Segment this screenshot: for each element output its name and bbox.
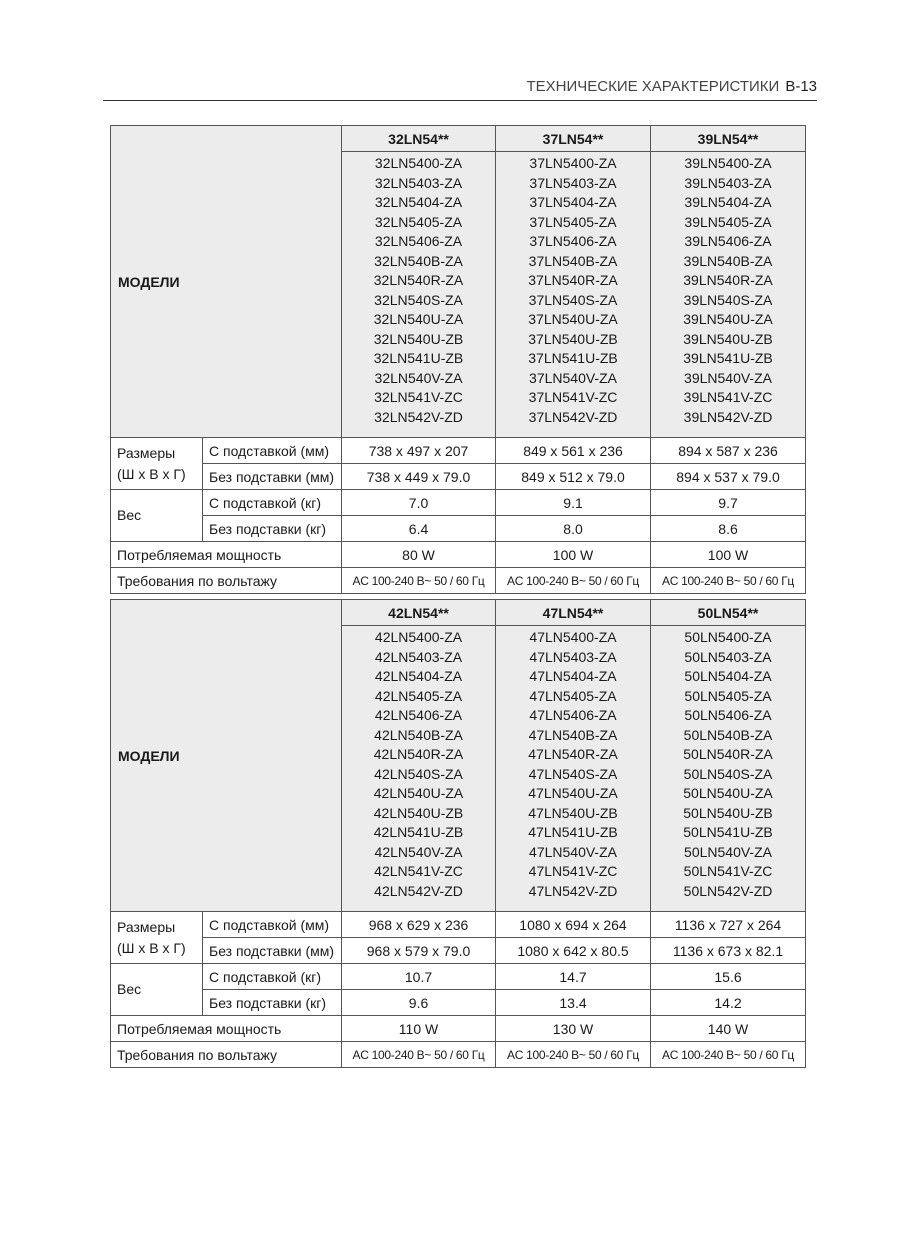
dims-with-stand: 1080 x 694 x 264 xyxy=(496,912,651,938)
model-item: 32LN541V-ZC xyxy=(374,389,463,405)
model-item: 37LN540U-ZA xyxy=(528,311,618,327)
model-item: 32LN542V-ZD xyxy=(374,408,463,425)
model-item: 47LN5405-ZA xyxy=(529,687,617,704)
without-stand-mm-label: Без подставки (мм) xyxy=(203,938,342,964)
series-header: 50LN54** xyxy=(651,600,806,626)
models-label: МОДЕЛИ xyxy=(111,600,342,912)
model-item: 42LN541U-ZB xyxy=(373,824,464,840)
model-item: 39LN541V-ZC xyxy=(683,389,773,405)
model-item: 47LN5406-ZA xyxy=(529,707,617,723)
model-item: 32LN5404-ZA xyxy=(374,194,463,210)
power-label: Потребляемая мощность xyxy=(111,542,342,568)
weight-without-stand: 8.0 xyxy=(496,516,651,542)
dims-without-stand: 849 x 512 x 79.0 xyxy=(496,464,651,490)
model-item: 42LN5403-ZA xyxy=(374,648,463,665)
models-label: МОДЕЛИ xyxy=(111,126,342,438)
dimensions-label-line2: (Ш x В x Г) xyxy=(117,465,186,482)
model-item: 47LN541U-ZB xyxy=(528,824,618,840)
dimensions-label-line2: (Ш x В x Г) xyxy=(117,939,186,956)
spec-table-2 xyxy=(110,599,806,1068)
voltage-value: AC 100-240 B~ 50 / 60 Гц xyxy=(651,568,806,594)
voltage-label: Требования по вольтажу xyxy=(111,1042,342,1068)
model-item: 50LN540B-ZA xyxy=(683,726,773,743)
model-item: 37LN5403-ZA xyxy=(529,174,617,191)
series-header: 42LN54** xyxy=(342,600,496,626)
dimensions-label-line1: Размеры xyxy=(117,444,176,461)
voltage-value: AC 100-240 B~ 50 / 60 Гц xyxy=(651,1042,806,1068)
model-item: 37LN540V-ZA xyxy=(529,369,617,386)
voltage-value: AC 100-240 B~ 50 / 60 Гц xyxy=(342,1042,496,1068)
power-label: Потребляемая мощность xyxy=(111,1016,342,1042)
model-item: 50LN540U-ZB xyxy=(683,804,773,821)
model-item: 37LN540S-ZA xyxy=(528,291,618,308)
model-item: 32LN541U-ZB xyxy=(373,350,464,366)
without-stand-kg-label: Без подставки (кг) xyxy=(203,990,342,1016)
model-item: 39LN541U-ZB xyxy=(683,350,773,366)
model-item: 37LN5400-ZA xyxy=(529,155,617,171)
model-item: 39LN5405-ZA xyxy=(684,213,772,230)
weight-without-stand: 9.6 xyxy=(342,990,496,1016)
with-stand-mm-label: С подставкой (мм) xyxy=(203,438,342,464)
power-value: 80 W xyxy=(342,542,496,568)
model-item: 50LN5406-ZA xyxy=(684,707,772,723)
page-header xyxy=(103,78,817,101)
model-list xyxy=(496,152,651,438)
model-item: 39LN5406-ZA xyxy=(684,233,772,249)
model-item: 42LN540S-ZA xyxy=(374,765,463,782)
model-item: 42LN5405-ZA xyxy=(374,687,463,704)
dims-with-stand: 894 x 587 x 236 xyxy=(651,438,806,464)
model-item: 47LN5404-ZA xyxy=(529,668,617,684)
with-stand-kg-label: С подставкой (кг) xyxy=(203,964,342,990)
dimensions-label xyxy=(111,438,203,490)
model-item: 42LN540R-ZA xyxy=(373,746,464,762)
model-item: 50LN541U-ZB xyxy=(683,824,773,840)
model-item: 39LN5400-ZA xyxy=(684,155,772,171)
model-item: 47LN540V-ZA xyxy=(529,843,617,860)
model-list xyxy=(651,152,806,438)
model-item: 50LN5403-ZA xyxy=(684,648,772,665)
model-item: 32LN540U-ZA xyxy=(373,311,464,327)
model-item: 39LN540U-ZB xyxy=(683,330,773,347)
model-list xyxy=(342,626,496,912)
model-item: 50LN540S-ZA xyxy=(683,765,773,782)
model-item: 32LN540B-ZA xyxy=(374,252,463,269)
model-item: 37LN540U-ZB xyxy=(528,330,618,347)
model-item: 39LN540R-ZA xyxy=(683,272,773,288)
model-item: 39LN5404-ZA xyxy=(684,194,772,210)
model-item: 37LN541V-ZC xyxy=(528,389,618,405)
model-item: 50LN540U-ZA xyxy=(683,785,773,801)
model-item: 39LN540V-ZA xyxy=(684,369,772,386)
voltage-label: Требования по вольтажу xyxy=(111,568,342,594)
model-item: 39LN5403-ZA xyxy=(684,174,772,191)
model-item: 42LN540U-ZA xyxy=(373,785,464,801)
power-value: 100 W xyxy=(651,542,806,568)
model-item: 32LN5405-ZA xyxy=(374,213,463,230)
dims-with-stand: 968 x 629 x 236 xyxy=(342,912,496,938)
dims-without-stand: 968 x 579 x 79.0 xyxy=(342,938,496,964)
weight-with-stand: 10.7 xyxy=(342,964,496,990)
model-item: 39LN542V-ZD xyxy=(683,408,773,425)
weight-without-stand: 14.2 xyxy=(651,990,806,1016)
dimensions-label-line1: Размеры xyxy=(117,918,176,935)
dims-without-stand: 1136 x 673 x 82.1 xyxy=(651,938,806,964)
dims-with-stand: 738 x 497 x 207 xyxy=(342,438,496,464)
model-item: 32LN540U-ZB xyxy=(373,330,464,347)
model-item: 32LN540R-ZA xyxy=(373,272,464,288)
model-item: 39LN540B-ZA xyxy=(683,252,773,269)
model-item: 37LN540B-ZA xyxy=(528,252,618,269)
with-stand-mm-label: С подставкой (мм) xyxy=(203,912,342,938)
weight-label: Вес xyxy=(111,964,203,1016)
series-header: 37LN54** xyxy=(496,126,651,152)
dimensions-label xyxy=(111,912,203,964)
dims-without-stand: 894 x 537 x 79.0 xyxy=(651,464,806,490)
voltage-value: AC 100-240 B~ 50 / 60 Гц xyxy=(496,1042,651,1068)
model-item: 50LN540V-ZA xyxy=(684,843,772,860)
model-list xyxy=(651,626,806,912)
series-header: 39LN54** xyxy=(651,126,806,152)
model-item: 47LN5403-ZA xyxy=(529,648,617,665)
model-list xyxy=(496,626,651,912)
model-item: 32LN5406-ZA xyxy=(374,233,463,249)
spec-table-1 xyxy=(110,125,806,594)
dims-with-stand: 1136 x 727 x 264 xyxy=(651,912,806,938)
model-item: 47LN540U-ZA xyxy=(528,785,618,801)
voltage-value: AC 100-240 B~ 50 / 60 Гц xyxy=(496,568,651,594)
model-item: 37LN540R-ZA xyxy=(528,272,618,288)
model-item: 42LN5404-ZA xyxy=(374,668,463,684)
model-item: 32LN5403-ZA xyxy=(374,174,463,191)
power-value: 100 W xyxy=(496,542,651,568)
weight-with-stand: 7.0 xyxy=(342,490,496,516)
model-item: 42LN540V-ZA xyxy=(374,843,463,860)
weight-with-stand: 9.1 xyxy=(496,490,651,516)
series-header: 47LN54** xyxy=(496,600,651,626)
model-item: 42LN542V-ZD xyxy=(374,882,463,899)
model-item: 47LN5400-ZA xyxy=(529,629,617,645)
power-value: 130 W xyxy=(496,1016,651,1042)
dims-without-stand: 738 x 449 x 79.0 xyxy=(342,464,496,490)
model-item: 32LN540S-ZA xyxy=(374,291,463,308)
without-stand-kg-label: Без подставки (кг) xyxy=(203,516,342,542)
model-item: 37LN541U-ZB xyxy=(528,350,618,366)
page-number: B-13 xyxy=(785,78,817,95)
model-item: 47LN540B-ZA xyxy=(528,726,618,743)
model-list xyxy=(342,152,496,438)
model-item: 37LN5406-ZA xyxy=(529,233,617,249)
model-item: 37LN542V-ZD xyxy=(528,408,618,425)
model-item: 50LN542V-ZD xyxy=(683,882,773,899)
weight-with-stand: 9.7 xyxy=(651,490,806,516)
weight-with-stand: 15.6 xyxy=(651,964,806,990)
weight-with-stand: 14.7 xyxy=(496,964,651,990)
model-item: 37LN5405-ZA xyxy=(529,213,617,230)
model-item: 42LN541V-ZC xyxy=(374,863,463,879)
weight-without-stand: 13.4 xyxy=(496,990,651,1016)
dims-without-stand: 1080 x 642 x 80.5 xyxy=(496,938,651,964)
series-header: 32LN54** xyxy=(342,126,496,152)
model-item: 50LN540R-ZA xyxy=(683,746,773,762)
voltage-value: AC 100-240 B~ 50 / 60 Гц xyxy=(342,568,496,594)
model-item: 47LN540U-ZB xyxy=(528,804,618,821)
with-stand-kg-label: С подставкой (кг) xyxy=(203,490,342,516)
model-item: 42LN5406-ZA xyxy=(374,707,463,723)
power-value: 110 W xyxy=(342,1016,496,1042)
model-item: 47LN540S-ZA xyxy=(528,765,618,782)
without-stand-mm-label: Без подставки (мм) xyxy=(203,464,342,490)
model-item: 42LN5400-ZA xyxy=(374,629,463,645)
model-item: 32LN5400-ZA xyxy=(374,155,463,171)
model-item: 42LN540B-ZA xyxy=(374,726,463,743)
model-item: 42LN540U-ZB xyxy=(373,804,464,821)
model-item: 47LN541V-ZC xyxy=(528,863,618,879)
section-title: ТЕХНИЧЕСКИЕ ХАРАКТЕРИСТИКИ xyxy=(526,78,780,95)
model-item: 37LN5404-ZA xyxy=(529,194,617,210)
power-value: 140 W xyxy=(651,1016,806,1042)
model-item: 47LN542V-ZD xyxy=(528,882,618,899)
model-item: 32LN540V-ZA xyxy=(374,369,463,386)
model-item: 39LN540U-ZA xyxy=(683,311,773,327)
model-item: 47LN540R-ZA xyxy=(528,746,618,762)
dims-with-stand: 849 x 561 x 236 xyxy=(496,438,651,464)
weight-without-stand: 8.6 xyxy=(651,516,806,542)
weight-label: Вес xyxy=(111,490,203,542)
model-item: 50LN5404-ZA xyxy=(684,668,772,684)
weight-without-stand: 6.4 xyxy=(342,516,496,542)
model-item: 50LN541V-ZC xyxy=(683,863,773,879)
model-item: 39LN540S-ZA xyxy=(683,291,773,308)
model-item: 50LN5400-ZA xyxy=(684,629,772,645)
model-item: 50LN5405-ZA xyxy=(684,687,772,704)
